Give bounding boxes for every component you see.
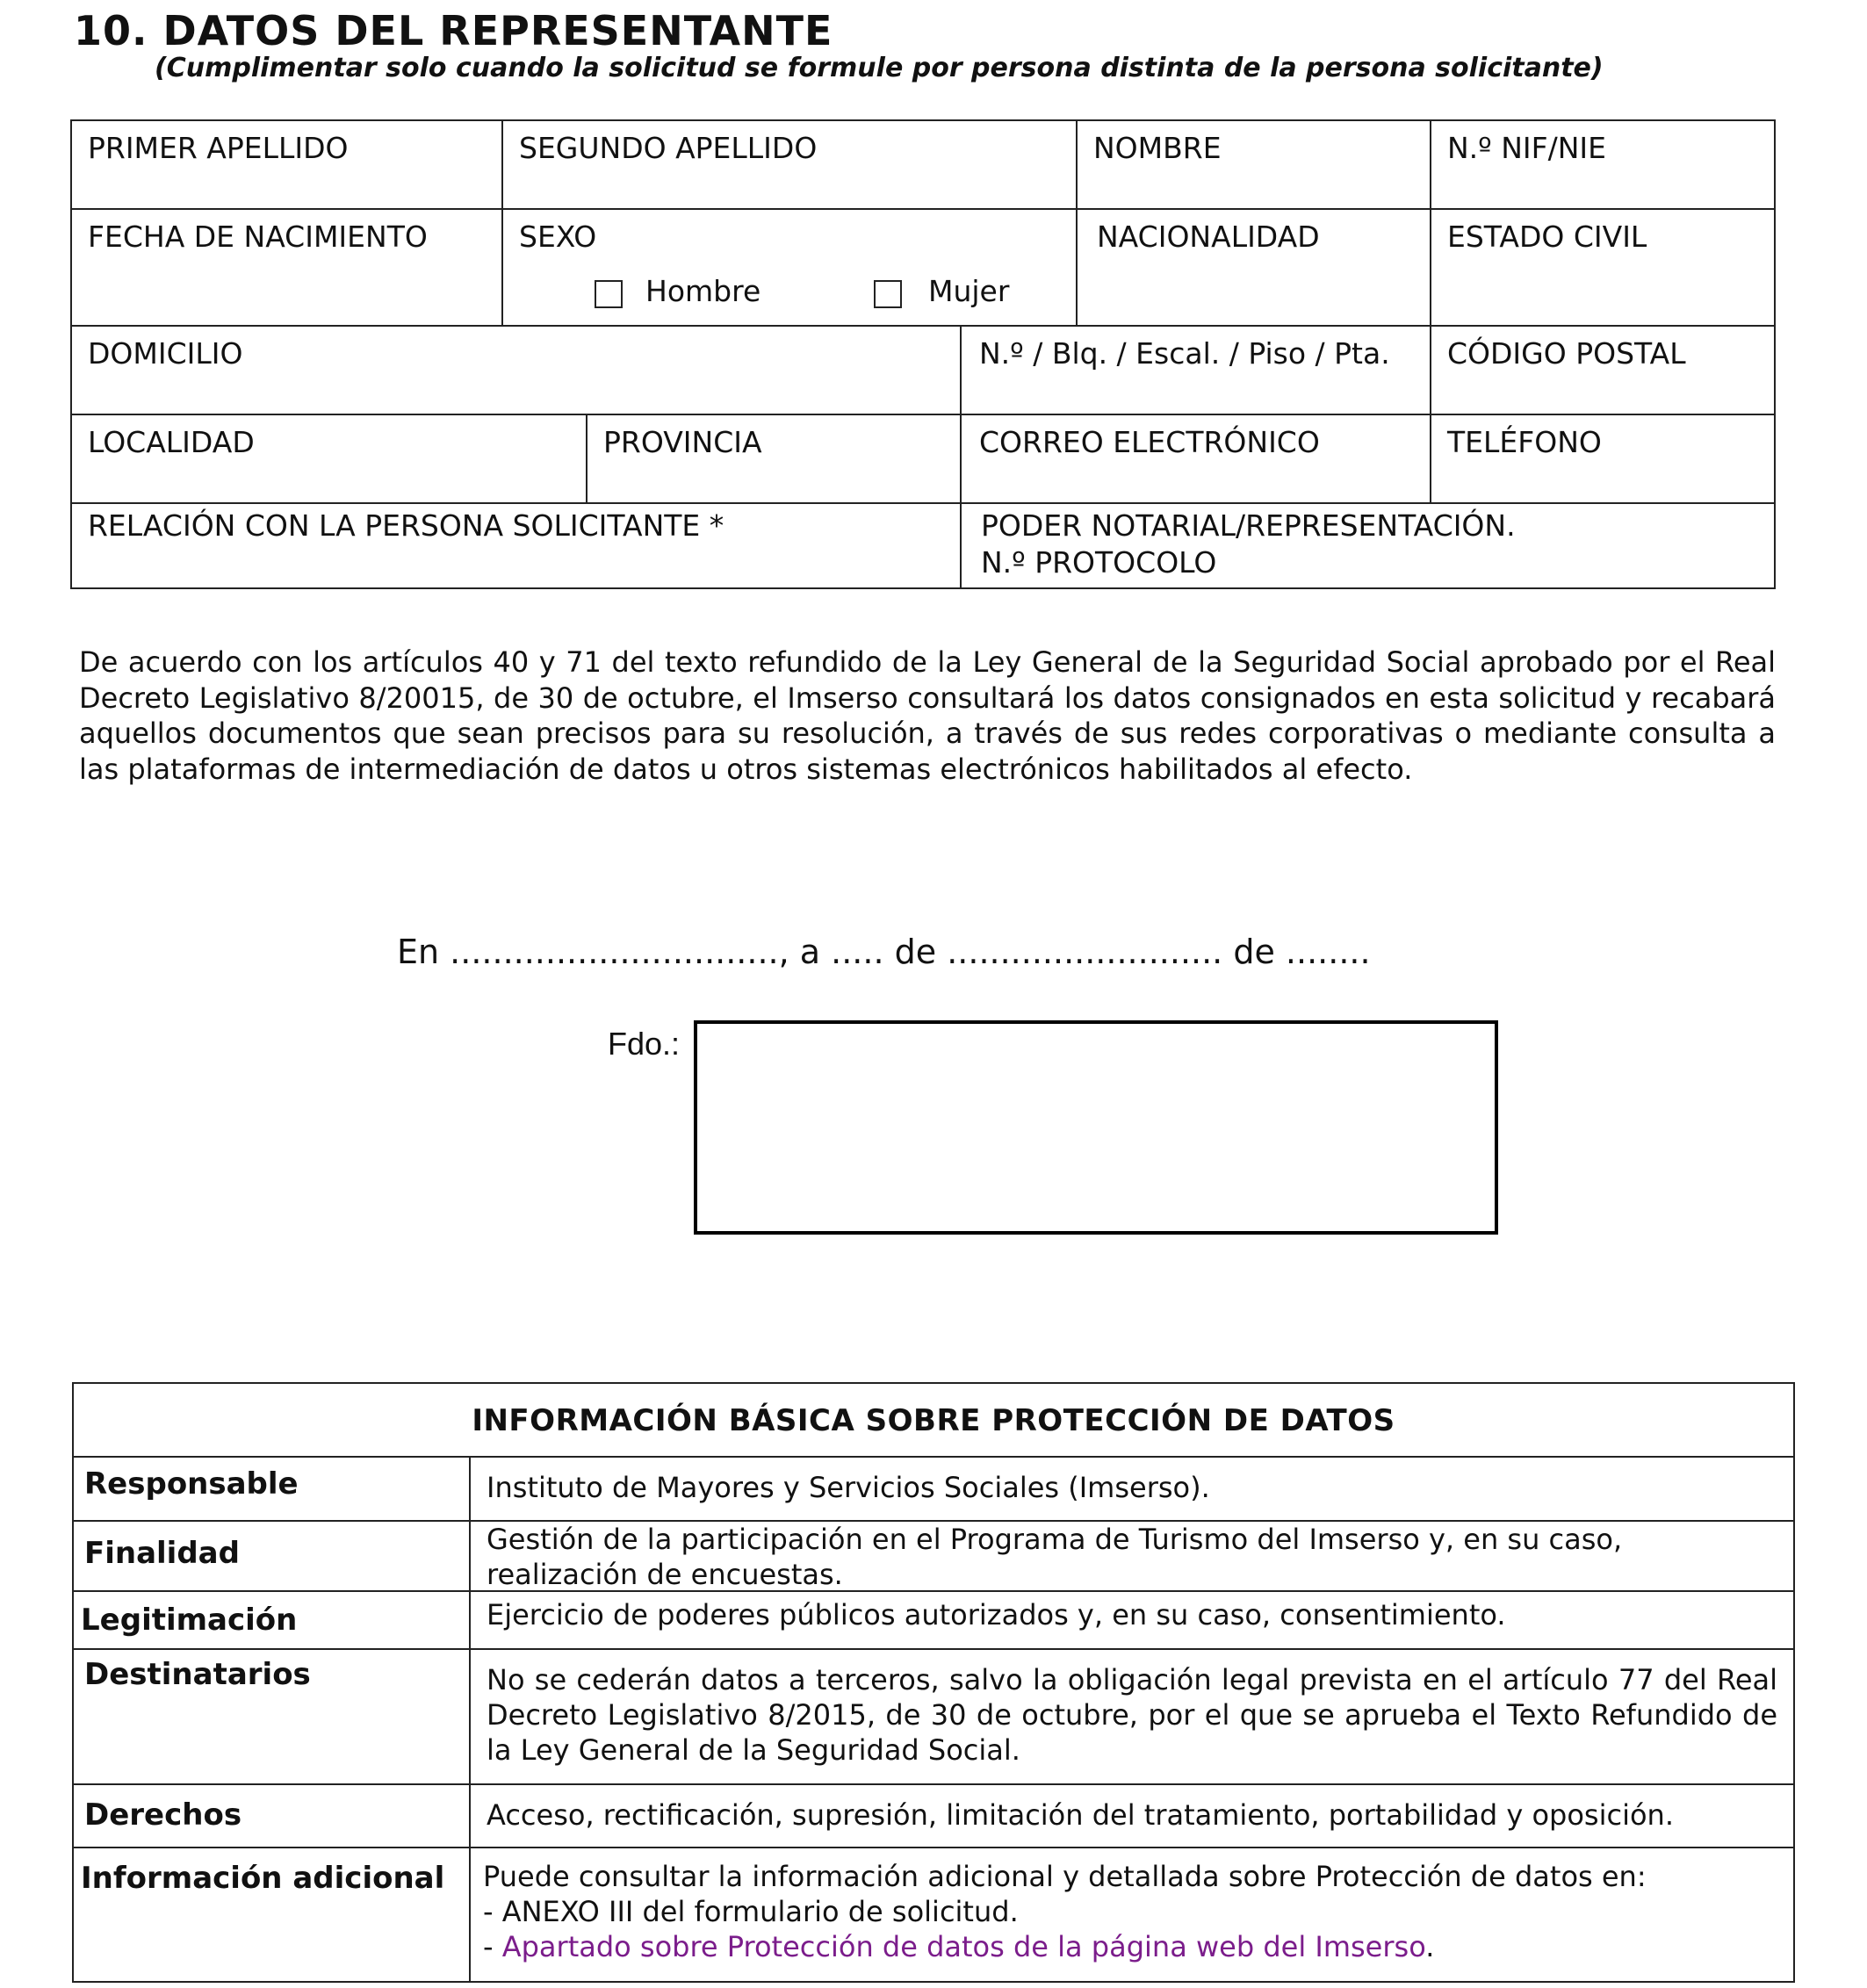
codigo-postal-field[interactable] (1431, 327, 1774, 415)
poder-notarial-label: PODER NOTARIAL/REPRESENTACIÓN. (981, 508, 1516, 543)
correo-field[interactable] (962, 415, 1431, 504)
link-suffix: . (1425, 1930, 1435, 1963)
codigo-postal-label: CÓDIGO POSTAL (1447, 336, 1686, 371)
row-value-line: realización de encuestas. (487, 1558, 843, 1591)
nif-label: N.º NIF/NIE (1447, 131, 1607, 165)
table-row (74, 1848, 1793, 1981)
primer-apellido-field[interactable] (72, 121, 503, 210)
hombre-label: Hombre (645, 274, 761, 308)
numero-field[interactable] (962, 327, 1431, 415)
relacion-label: RELACIÓN CON LA PERSONA SOLICITANTE * (88, 508, 724, 543)
table-row (74, 1650, 1793, 1785)
row-value (471, 1848, 1793, 1981)
legal-notice: De acuerdo con los artículos 40 y 71 del texto refundido de la Ley General de la Seguridad Social aprobado por el Real Decreto Legislativo 8/20015, de 30 de octubre, el Imserso consultará los datos consignados en esta solicitud y recabará aquellos documentos que sean precisos para su resolución, a través de sus redes corporativas o mediante consulta a las plataformas de intermediación de datos u otros sistemas electrónicos habilitados al efecto. (79, 645, 1776, 786)
row-label: Finalidad (74, 1522, 471, 1590)
row-value-line: Instituto de Mayores y Servicios Sociales (Imserso). (487, 1471, 1210, 1504)
nif-field[interactable] (1431, 121, 1774, 210)
segundo-apellido-field[interactable] (503, 121, 1078, 210)
row-label: Información adicional (74, 1848, 471, 1981)
nombre-label: NOMBRE (1093, 131, 1222, 165)
row-label: Derechos (74, 1785, 471, 1847)
table-row (74, 1785, 1793, 1848)
section-title: 10. DATOS DEL REPRESENTANTE (74, 7, 833, 54)
domicilio-field[interactable] (72, 327, 962, 415)
relacion-field[interactable] (72, 504, 962, 587)
correo-label: CORREO ELECTRÓNICO (979, 425, 1320, 459)
fecha-nacimiento-label: FECHA DE NACIMIENTO (88, 220, 428, 254)
imserso-data-protection-link[interactable]: Apartado sobre Protección de datos de la página web del Imserso (501, 1930, 1426, 1963)
table-row (74, 1522, 1793, 1592)
telefono-field[interactable] (1431, 415, 1774, 504)
row-value (471, 1458, 1793, 1520)
fecha-nacimiento-field[interactable] (72, 210, 503, 327)
fdo-label: Fdo.: (608, 1026, 681, 1062)
table-row (74, 1592, 1793, 1650)
telefono-label: TELÉFONO (1447, 425, 1602, 459)
row-value-line (483, 1929, 1777, 1964)
sexo-field (503, 210, 1078, 327)
row-label: Legitimación (74, 1592, 471, 1648)
mujer-checkbox[interactable] (874, 280, 902, 308)
localidad-label: LOCALIDAD (88, 425, 255, 459)
localidad-field[interactable] (72, 415, 587, 504)
section-subtitle: (Cumplimentar solo cuando la solicitud se formule por persona distinta de la persona solicitante) (155, 53, 1604, 83)
nacionalidad-field[interactable] (1078, 210, 1431, 327)
provincia-field[interactable] (587, 415, 962, 504)
row-value (471, 1785, 1793, 1847)
representative-form (70, 119, 1776, 589)
primer-apellido-label: PRIMER APELLIDO (88, 131, 349, 165)
estado-civil-field[interactable] (1431, 210, 1774, 327)
row-value-line: Gestión de la participación en el Programa de Turismo del Imserso y, en su caso, (487, 1523, 1623, 1556)
estado-civil-label: ESTADO CIVIL (1447, 220, 1647, 254)
row-label: Destinatarios (74, 1650, 471, 1783)
nacionalidad-label: NACIONALIDAD (1097, 220, 1320, 254)
row-value (471, 1592, 1793, 1648)
sexo-label: SEXO (519, 220, 597, 254)
data-protection-header: INFORMACIÓN BÁSICA SOBRE PROTECCIÓN DE DATOS (74, 1384, 1793, 1458)
date-line: En ..............................., a ..... de .......................... de ........ (397, 933, 1371, 971)
nombre-field[interactable] (1078, 121, 1431, 210)
row-value (471, 1522, 1793, 1590)
signature-box[interactable] (694, 1020, 1498, 1235)
table-row (74, 1458, 1793, 1522)
numero-label: N.º / Blq. / Escal. / Piso / Pta. (979, 336, 1390, 371)
hombre-checkbox[interactable] (595, 280, 623, 308)
segundo-apellido-label: SEGUNDO APELLIDO (519, 131, 818, 165)
row-value: No se cederán datos a terceros, salvo la obligación legal prevista en el artículo 77 del Real Decreto Legislativo 8/2015, de 30 de octubre, por el que se aprueba el Texto Refundido de la Ley General de la Seguridad Social. (487, 1663, 1777, 1767)
row-label: Responsable (74, 1458, 471, 1520)
poder-notarial-field[interactable] (962, 504, 1774, 587)
row-value-line: Ejercicio de poderes públicos autorizados y, en su caso, consentimiento. (487, 1598, 1506, 1631)
data-protection-table (72, 1382, 1795, 1983)
provincia-label: PROVINCIA (603, 425, 762, 459)
domicilio-label: DOMICILIO (88, 336, 243, 371)
protocolo-label: N.º PROTOCOLO (981, 545, 1217, 580)
mujer-label: Mujer (928, 274, 1010, 308)
row-value-line: - ANEXO III del formulario de solicitud. (483, 1895, 1019, 1928)
link-prefix: - (483, 1930, 502, 1963)
row-value-line: Puede consultar la información adicional y detallada sobre Protección de datos en: (483, 1860, 1647, 1893)
row-value-line: Acceso, rectificación, supresión, limitación del tratamiento, portabilidad y oposición. (487, 1798, 1674, 1832)
